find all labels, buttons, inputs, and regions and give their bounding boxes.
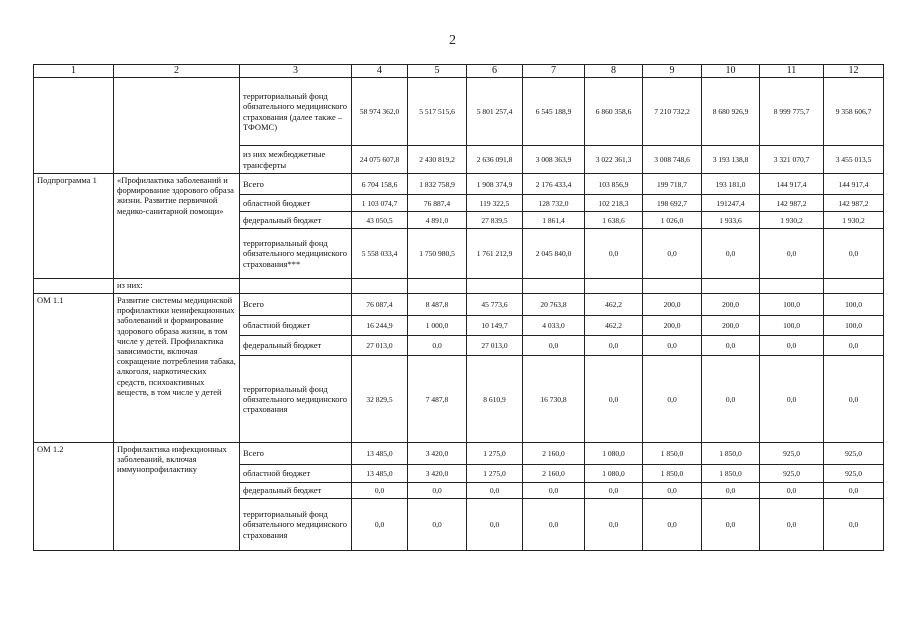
value-cell: 142 987,2	[760, 195, 824, 212]
value-cell: 3 455 013,5	[824, 146, 884, 174]
value-cell: 0,0	[760, 336, 824, 356]
program-cell	[34, 279, 114, 294]
value-cell: 100,0	[760, 316, 824, 336]
value-cell: 8 680 926,9	[702, 78, 760, 146]
program-name-cell: «Профилактика заболеваний и формирование здорового образа жизни. Развитие первичной медико-санитарной помощи»	[114, 174, 240, 279]
column-header: 7	[523, 65, 585, 78]
program-cell	[34, 78, 114, 174]
value-cell: 3 420,0	[408, 443, 467, 465]
value-cell: 462,2	[585, 294, 643, 316]
value-cell: 3 193 138,8	[702, 146, 760, 174]
value-cell: 0,0	[824, 483, 884, 499]
value-cell: 0,0	[585, 356, 643, 443]
column-header: 5	[408, 65, 467, 78]
column-header: 1	[34, 65, 114, 78]
header-row	[34, 65, 884, 78]
value-cell: 1 000,0	[408, 316, 467, 336]
funding-source-cell: территориальный фонд обязательного медицинского страхования	[240, 356, 352, 443]
value-cell: 100,0	[760, 294, 824, 316]
value-cell: 142 987,2	[824, 195, 884, 212]
program-name-cell: Развитие системы медицинской профилактики неинфекционных заболеваний и формирование здорового образа жизни, в том числе у детей. Профилактика зависимости, включая сокращение потребления табака, алкоголя, наркотических средств, психоактивных веществ, в том числе у детей	[114, 294, 240, 443]
program-cell: ОМ 1.2	[34, 443, 114, 551]
value-cell: 199 718,7	[643, 174, 702, 195]
table-row	[34, 174, 884, 195]
program-cell: ОМ 1.1	[34, 294, 114, 443]
value-cell: 2 160,0	[523, 443, 585, 465]
column-header: 3	[240, 65, 352, 78]
value-cell: 1 908 374,9	[467, 174, 523, 195]
funding-source-cell: федеральный бюджет	[240, 212, 352, 229]
column-header: 6	[467, 65, 523, 78]
value-cell: 102 218,3	[585, 195, 643, 212]
empty-cell	[760, 279, 824, 294]
value-cell: 198 692,7	[643, 195, 702, 212]
value-cell: 193 181,0	[702, 174, 760, 195]
value-cell: 0,0	[643, 336, 702, 356]
value-cell: 8 487,8	[408, 294, 467, 316]
value-cell: 24 075 607,8	[352, 146, 408, 174]
value-cell: 6 860 358,6	[585, 78, 643, 146]
value-cell: 0,0	[702, 499, 760, 551]
empty-cell	[643, 279, 702, 294]
value-cell: 0,0	[523, 499, 585, 551]
value-cell: 1 832 758,9	[408, 174, 467, 195]
value-cell: 200,0	[702, 316, 760, 336]
value-cell: 3 008 363,9	[523, 146, 585, 174]
value-cell: 0,0	[702, 229, 760, 279]
value-cell: 0,0	[352, 499, 408, 551]
program-name-cell: из них:	[114, 279, 240, 294]
value-cell: 0,0	[408, 483, 467, 499]
value-cell: 13 485,0	[352, 465, 408, 483]
value-cell: 20 763,8	[523, 294, 585, 316]
value-cell: 0,0	[643, 499, 702, 551]
column-header: 12	[824, 65, 884, 78]
value-cell: 103 856,9	[585, 174, 643, 195]
value-cell: 119 322,5	[467, 195, 523, 212]
value-cell: 2 430 819,2	[408, 146, 467, 174]
value-cell: 7 210 732,2	[643, 78, 702, 146]
empty-cell	[824, 279, 884, 294]
funding-source-cell: Всего	[240, 174, 352, 195]
value-cell: 9 358 606,7	[824, 78, 884, 146]
value-cell: 144 917,4	[760, 174, 824, 195]
value-cell: 2 636 091,8	[467, 146, 523, 174]
budget-table	[33, 64, 884, 551]
value-cell: 191247,4	[702, 195, 760, 212]
funding-source-cell: областной бюджет	[240, 316, 352, 336]
value-cell: 1 103 074,7	[352, 195, 408, 212]
value-cell: 5 517 515,6	[408, 78, 467, 146]
value-cell: 0,0	[408, 499, 467, 551]
value-cell: 3 008 748,6	[643, 146, 702, 174]
value-cell: 200,0	[643, 316, 702, 336]
value-cell: 0,0	[824, 336, 884, 356]
page-number: 2	[449, 33, 456, 48]
value-cell: 200,0	[702, 294, 760, 316]
value-cell: 1 850,0	[702, 465, 760, 483]
program-name-cell: Профилактика инфекционных заболеваний, включая иммунопрофилактику	[114, 443, 240, 551]
value-cell: 925,0	[824, 443, 884, 465]
funding-source-cell: Всего	[240, 443, 352, 465]
column-header: 10	[702, 65, 760, 78]
value-cell: 2 176 433,4	[523, 174, 585, 195]
funding-source-cell: федеральный бюджет	[240, 483, 352, 499]
value-cell: 0,0	[585, 483, 643, 499]
value-cell: 43 050,5	[352, 212, 408, 229]
value-cell: 0,0	[352, 483, 408, 499]
value-cell: 0,0	[585, 336, 643, 356]
value-cell: 0,0	[585, 499, 643, 551]
value-cell: 0,0	[760, 229, 824, 279]
empty-cell	[408, 279, 467, 294]
table-row	[34, 294, 884, 316]
value-cell: 0,0	[643, 356, 702, 443]
empty-cell	[523, 279, 585, 294]
value-cell: 5 801 257,4	[467, 78, 523, 146]
table-row	[34, 443, 884, 465]
value-cell: 58 974 362,0	[352, 78, 408, 146]
value-cell: 1 930,2	[824, 212, 884, 229]
program-name-cell	[114, 78, 240, 174]
value-cell: 3 321 070,7	[760, 146, 824, 174]
value-cell: 1 750 980,5	[408, 229, 467, 279]
table-body	[34, 65, 884, 551]
empty-cell	[702, 279, 760, 294]
value-cell: 8 999 775,7	[760, 78, 824, 146]
value-cell: 13 485,0	[352, 443, 408, 465]
value-cell: 200,0	[643, 294, 702, 316]
value-cell: 1 933,6	[702, 212, 760, 229]
value-cell: 6 704 158,6	[352, 174, 408, 195]
value-cell: 32 829,5	[352, 356, 408, 443]
value-cell: 6 545 188,9	[523, 78, 585, 146]
value-cell: 0,0	[760, 356, 824, 443]
value-cell: 0,0	[643, 229, 702, 279]
value-cell: 1 761 212,9	[467, 229, 523, 279]
value-cell: 128 732,0	[523, 195, 585, 212]
value-cell: 100,0	[824, 294, 884, 316]
value-cell: 45 773,6	[467, 294, 523, 316]
value-cell: 1 275,0	[467, 465, 523, 483]
value-cell: 16 730,8	[523, 356, 585, 443]
value-cell: 1 930,2	[760, 212, 824, 229]
empty-cell	[240, 279, 352, 294]
empty-cell	[467, 279, 523, 294]
value-cell: 16 244,9	[352, 316, 408, 336]
value-cell: 925,0	[760, 465, 824, 483]
column-header: 11	[760, 65, 824, 78]
value-cell: 0,0	[760, 483, 824, 499]
value-cell: 1 850,0	[643, 443, 702, 465]
value-cell: 1 026,0	[643, 212, 702, 229]
value-cell: 0,0	[523, 483, 585, 499]
value-cell: 0,0	[702, 356, 760, 443]
value-cell: 1 638,6	[585, 212, 643, 229]
column-header: 2	[114, 65, 240, 78]
value-cell: 76 087,4	[352, 294, 408, 316]
value-cell: 925,0	[824, 465, 884, 483]
table-row	[34, 78, 884, 146]
value-cell: 1 080,0	[585, 465, 643, 483]
value-cell: 0,0	[702, 483, 760, 499]
value-cell: 0,0	[824, 356, 884, 443]
value-cell: 0,0	[824, 229, 884, 279]
value-cell: 7 487,8	[408, 356, 467, 443]
value-cell: 1 850,0	[643, 465, 702, 483]
value-cell: 0,0	[467, 499, 523, 551]
value-cell: 2 045 840,0	[523, 229, 585, 279]
empty-cell	[585, 279, 643, 294]
value-cell: 27 839,5	[467, 212, 523, 229]
program-cell: Подпрограмма 1	[34, 174, 114, 279]
value-cell: 1 850,0	[702, 443, 760, 465]
funding-source-cell: областной бюджет	[240, 465, 352, 483]
column-header: 9	[643, 65, 702, 78]
value-cell: 1 080,0	[585, 443, 643, 465]
value-cell: 4 891,0	[408, 212, 467, 229]
table-row	[34, 279, 884, 294]
column-header: 4	[352, 65, 408, 78]
value-cell: 3 420,0	[408, 465, 467, 483]
value-cell: 5 558 033,4	[352, 229, 408, 279]
value-cell: 925,0	[760, 443, 824, 465]
value-cell: 462,2	[585, 316, 643, 336]
value-cell: 0,0	[408, 336, 467, 356]
value-cell: 1 275,0	[467, 443, 523, 465]
funding-source-cell: из них межбюджетные трансферты	[240, 146, 352, 174]
value-cell: 3 022 361,3	[585, 146, 643, 174]
value-cell: 76 887,4	[408, 195, 467, 212]
column-header: 8	[585, 65, 643, 78]
value-cell: 10 149,7	[467, 316, 523, 336]
value-cell: 144 917,4	[824, 174, 884, 195]
empty-cell	[352, 279, 408, 294]
funding-source-cell: территориальный фонд обязательного медицинского страхования***	[240, 229, 352, 279]
value-cell: 100,0	[824, 316, 884, 336]
funding-source-cell: федеральный бюджет	[240, 336, 352, 356]
value-cell: 0,0	[585, 229, 643, 279]
funding-source-cell: Всего	[240, 294, 352, 316]
funding-source-cell: территориальный фонд обязательного медицинского страхования	[240, 499, 352, 551]
value-cell: 27 013,0	[467, 336, 523, 356]
value-cell: 0,0	[643, 483, 702, 499]
value-cell: 0,0	[760, 499, 824, 551]
value-cell: 0,0	[702, 336, 760, 356]
funding-source-cell: территориальный фонд обязательного медицинского страхования (далее также – ТФОМС)	[240, 78, 352, 146]
value-cell: 1 861,4	[523, 212, 585, 229]
value-cell: 8 610,9	[467, 356, 523, 443]
value-cell: 0,0	[523, 336, 585, 356]
value-cell: 0,0	[467, 483, 523, 499]
value-cell: 2 160,0	[523, 465, 585, 483]
value-cell: 27 013,0	[352, 336, 408, 356]
value-cell: 4 033,0	[523, 316, 585, 336]
funding-source-cell: областной бюджет	[240, 195, 352, 212]
value-cell: 0,0	[824, 499, 884, 551]
